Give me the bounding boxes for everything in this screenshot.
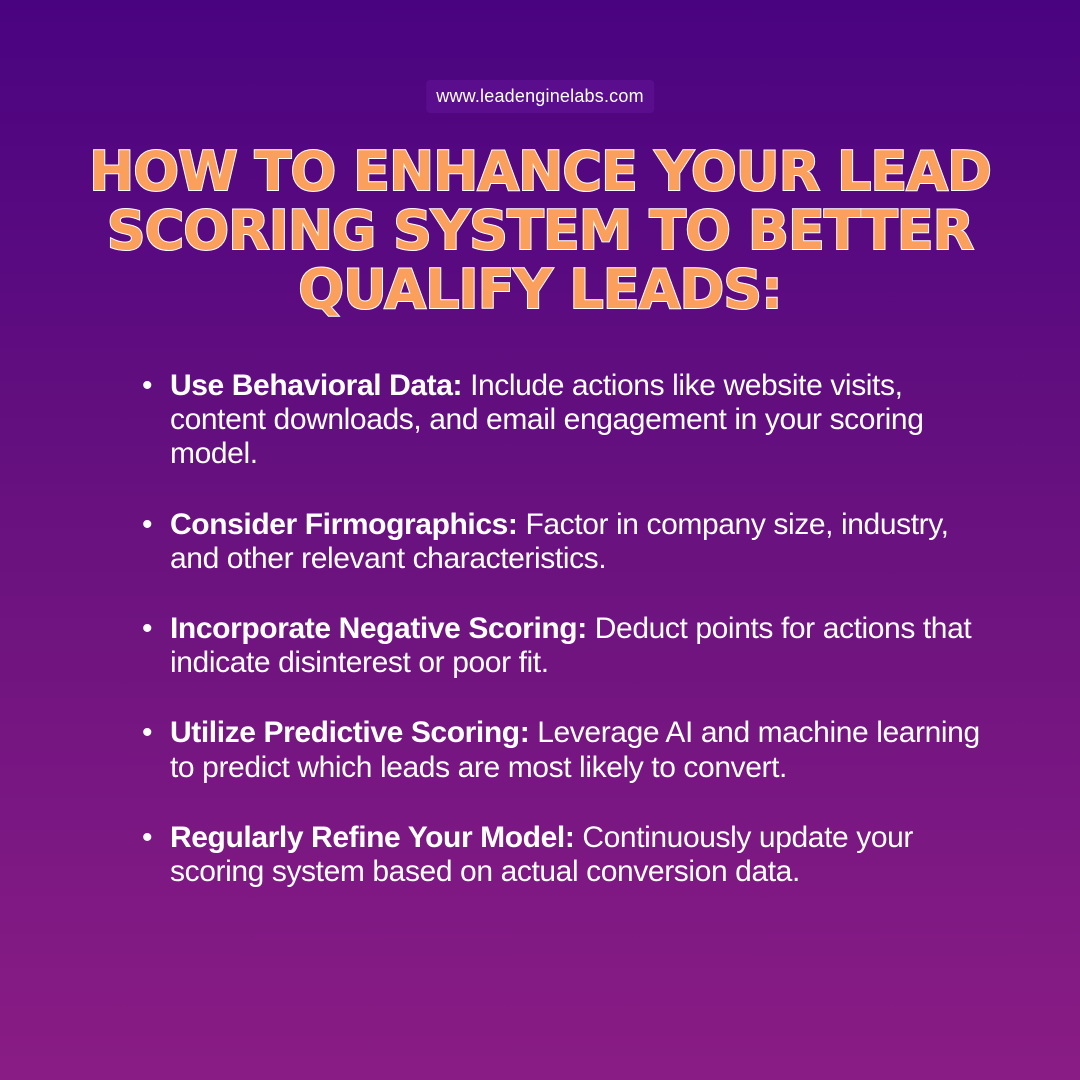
tip-text: Include actions like website visits, content downloads, and email engagement in your scoring model. [170,369,924,471]
website-url[interactable]: www.leadenginelabs.com [426,80,654,113]
tip-text: Deduct points for actions that indicate disinterest or poor fit. [170,611,972,680]
list-item [142,612,982,680]
bullet-icon: • [142,611,153,645]
tip-text: Continuously update your scoring system based on actual conversion data. [170,820,913,888]
list-item [142,821,982,889]
headline: HOW TO ENHANCE YOUR LEAD SCORING SYSTEM TO BETTER QUALIFY LEADS: [89,140,991,321]
list-item [142,716,982,784]
list-item [142,508,982,576]
tip-title: Regularly Refine Your Model: [170,820,575,854]
list-item [142,369,982,472]
bullet-icon: • [142,820,153,854]
tip-title: Use Behavioral Data: [170,369,463,402]
tips-list [142,369,982,925]
bullet-icon: • [142,507,153,541]
tip-title: Incorporate Negative Scoring: [170,611,587,645]
tip-text: Leverage AI and machine learning to predict which leads are most likely to convert. [170,716,980,784]
bullet-icon: • [142,369,153,402]
tip-title: Consider Firmographics: [170,507,518,541]
tip-text: Factor in company size, industry, and other relevant characteristics. [170,507,949,575]
tip-title: Utilize Predictive Scoring: [170,716,530,750]
bullet-icon: • [142,716,153,750]
